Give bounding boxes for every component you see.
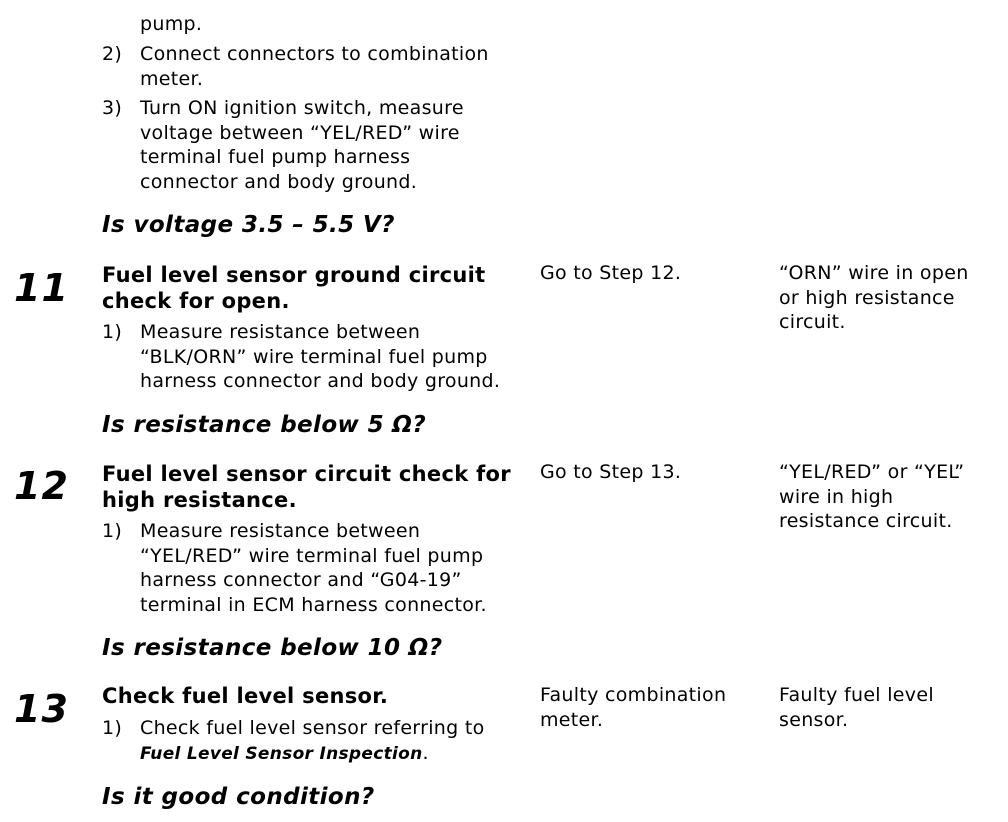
step11-heading <box>102 262 485 314</box>
step10-item3-line: Turn ON ignition switch, measure <box>140 97 464 119</box>
step10-item2-line: Connect connectors to combination <box>140 43 489 65</box>
step11-question: Is resistance below 5 Ω? <box>102 412 427 438</box>
step11-no-result <box>779 261 969 335</box>
step11-item1-number: 1) <box>102 321 123 343</box>
step13-no-line: sensor. <box>779 708 849 731</box>
step11-no-line: circuit. <box>779 311 846 333</box>
step13-yes-result <box>540 683 726 732</box>
step10-item3-line: connector and body ground. <box>140 170 418 193</box>
step13-item1-line: Check fuel level sensor referring to <box>140 717 485 739</box>
step13-no-result <box>779 683 934 732</box>
step12-item1-number: 1) <box>102 520 123 542</box>
step12-item1-line: terminal in ECM harness connector. <box>140 593 487 616</box>
step10-item1-tail: pump. <box>140 13 203 35</box>
step12-heading-line: high resistance. <box>102 488 297 512</box>
step11-item1 <box>102 320 500 394</box>
step13-heading: Check fuel level sensor. <box>102 684 389 708</box>
step12-yes-result: Go to Step 13. <box>540 461 682 483</box>
step11-no-line: “ORN” wire in open <box>779 262 969 284</box>
step10-item2-number: 2) <box>102 43 123 65</box>
step12-item1-line: Measure resistance between <box>140 520 421 542</box>
step10-item2 <box>102 42 489 91</box>
step10-item3-number: 3) <box>102 97 123 119</box>
step11-no-line: or high resistance <box>779 286 955 309</box>
step10-item2-line: meter. <box>140 67 204 90</box>
step12-item1 <box>102 519 487 617</box>
step13-no-line: Faulty fuel level <box>779 684 934 706</box>
step13-question: Is it good condition? <box>102 784 375 810</box>
step12-item1-line: harness connector and “G04-19” <box>140 569 462 591</box>
step10-item3-line: voltage between “YEL/RED” wire <box>140 121 460 144</box>
step10-item3 <box>102 96 464 194</box>
step11-yes-result: Go to Step 12. <box>540 262 682 284</box>
step13-yes-line: Faulty combination <box>540 684 727 706</box>
step12-heading-line: Fuel level sensor circuit check for <box>102 462 511 486</box>
step13-item1-line-end: . <box>422 741 429 764</box>
step12-item1-line: “YEL/RED” wire terminal fuel pump <box>140 544 484 567</box>
step12-no-result <box>779 460 964 534</box>
step13-number: 13 <box>14 687 69 731</box>
step13-item1-number: 1) <box>102 717 123 739</box>
step12-question: Is resistance below 10 Ω? <box>102 635 443 661</box>
step12-no-line: resistance circuit. <box>779 510 953 532</box>
step11-item1-line: “BLK/ORN” wire terminal fuel pump <box>140 345 488 368</box>
step11-item1-line: harness connector and body ground. <box>140 370 501 392</box>
step13-item1 <box>102 716 485 766</box>
step12-no-line: “YEL/RED” or “YEL” <box>779 461 965 483</box>
step13-inspection-reference[interactable]: Fuel Level Sensor Inspection <box>140 743 423 764</box>
step11-heading-line: Fuel level sensor ground circuit <box>102 263 486 287</box>
step11-item1-line: Measure resistance between <box>140 321 421 343</box>
step11-heading-line: check for open. <box>102 289 290 313</box>
step12-no-line: wire in high <box>779 485 894 508</box>
step12-heading <box>102 461 511 513</box>
step10-question: Is voltage 3.5 – 5.5 V? <box>102 212 395 238</box>
step12-number: 12 <box>14 464 69 508</box>
step13-yes-line: meter. <box>540 708 604 731</box>
step11-number: 11 <box>14 266 69 310</box>
step10-item3-line: terminal fuel pump harness <box>140 146 411 168</box>
